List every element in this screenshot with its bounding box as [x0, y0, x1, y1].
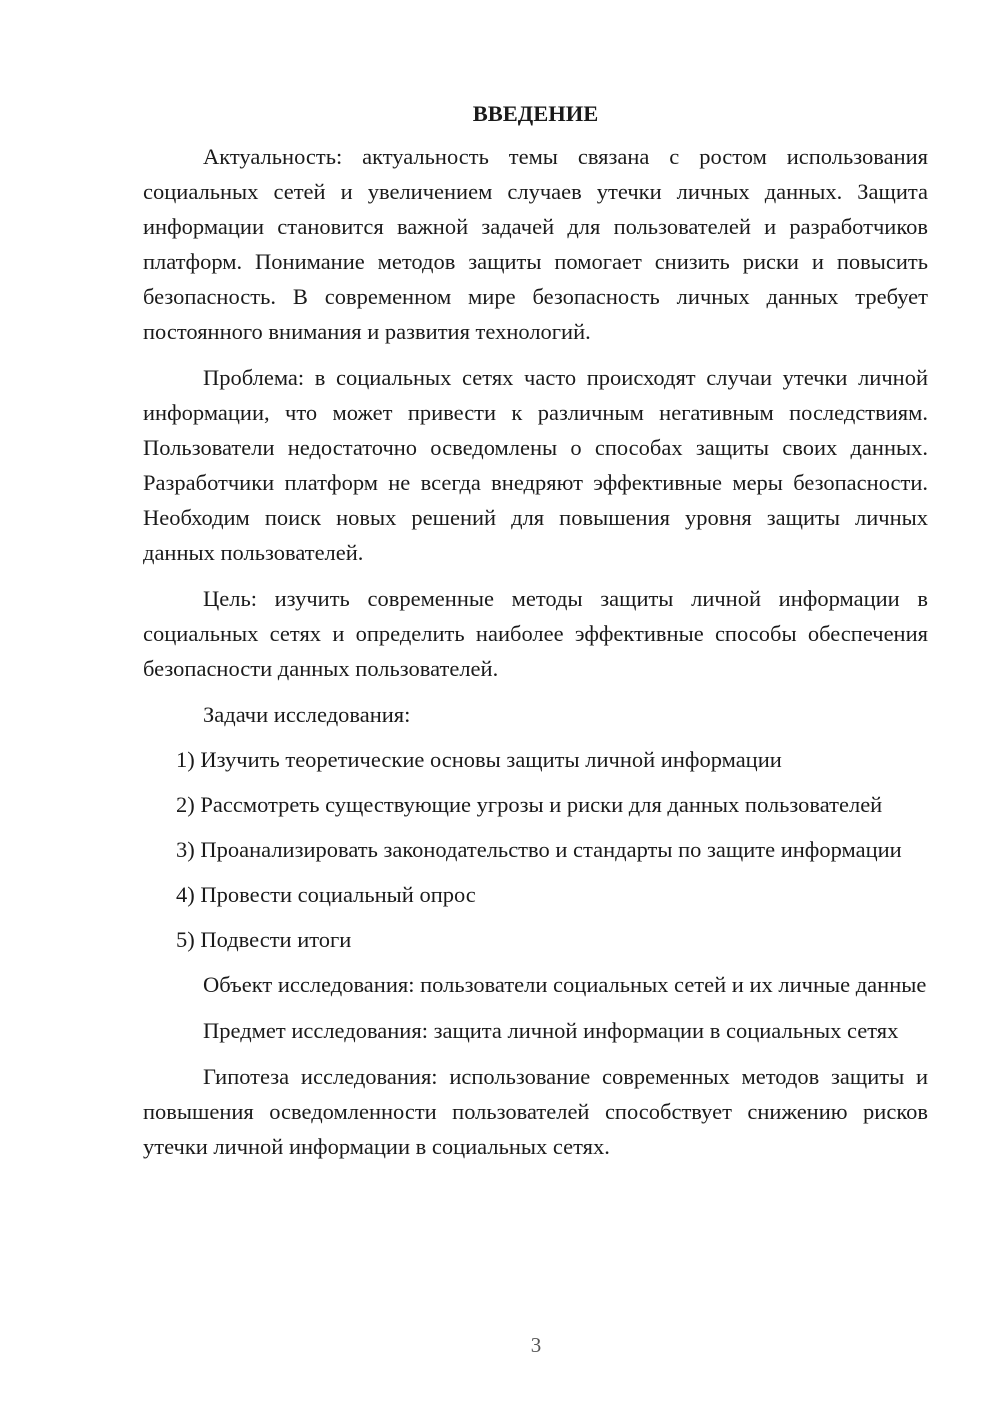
list-item: 2) Рассмотреть существующие угрозы и риски для данных пользователей	[176, 792, 883, 817]
paragraph-hypothesis: Гипотеза исследования: использование современных методов защиты и повышения осведомленности пользователей способствует снижению рисков утечки личной информации в социальных сетях.	[143, 1064, 928, 1159]
list-item: 3) Проанализировать законодательство и стандарты по защите информации	[176, 837, 902, 862]
page-title: ВВЕДЕНИЕ	[472, 101, 599, 126]
paragraph-problem: Проблема: в социальных сетях часто происходят случаи утечки личной информации, что может привести к различным негативным последствиям. Пользователи недостаточно осведомлены о способах защиты своих данных. Разработчики платформ не всегда внедряют эффективные меры безопасности. Необходим поиск новых решений для повышения уровня защиты личных данных пользователей.	[143, 365, 928, 565]
paragraph-object: Объект исследования: пользователи социальных сетей и их личные данные	[203, 972, 927, 997]
page-number: 3	[530, 1333, 542, 1357]
paragraph-subject: Предмет исследования: защита личной информации в социальных сетях	[203, 1018, 899, 1043]
paragraph-goal: Цель: изучить современные методы защиты личной информации в социальных сетях и определить наиболее эффективные способы обеспечения безопасности данных пользователей.	[143, 586, 928, 681]
list-item: 1) Изучить теоретические основы защиты личной информации	[176, 747, 782, 772]
paragraph-relevance: Актуальность: актуальность темы связана с ростом использования социальных сетей и увеличением случаев утечки личных данных. Защита информации становится важной задачей для пользователей и разработчиков платформ. Понимание методов защиты помогает снизить риски и повысить безопасность. В современном мире безопасность личных данных требует постоянного внимания и развития технологий.	[143, 144, 928, 344]
tasks-list	[143, 742, 928, 957]
tasks-heading: Задачи исследования:	[203, 702, 411, 727]
list-item: 5) Подвести итоги	[176, 927, 352, 952]
list-item: 4) Провести социальный опрос	[176, 882, 476, 907]
document-page	[143, 96, 928, 1164]
